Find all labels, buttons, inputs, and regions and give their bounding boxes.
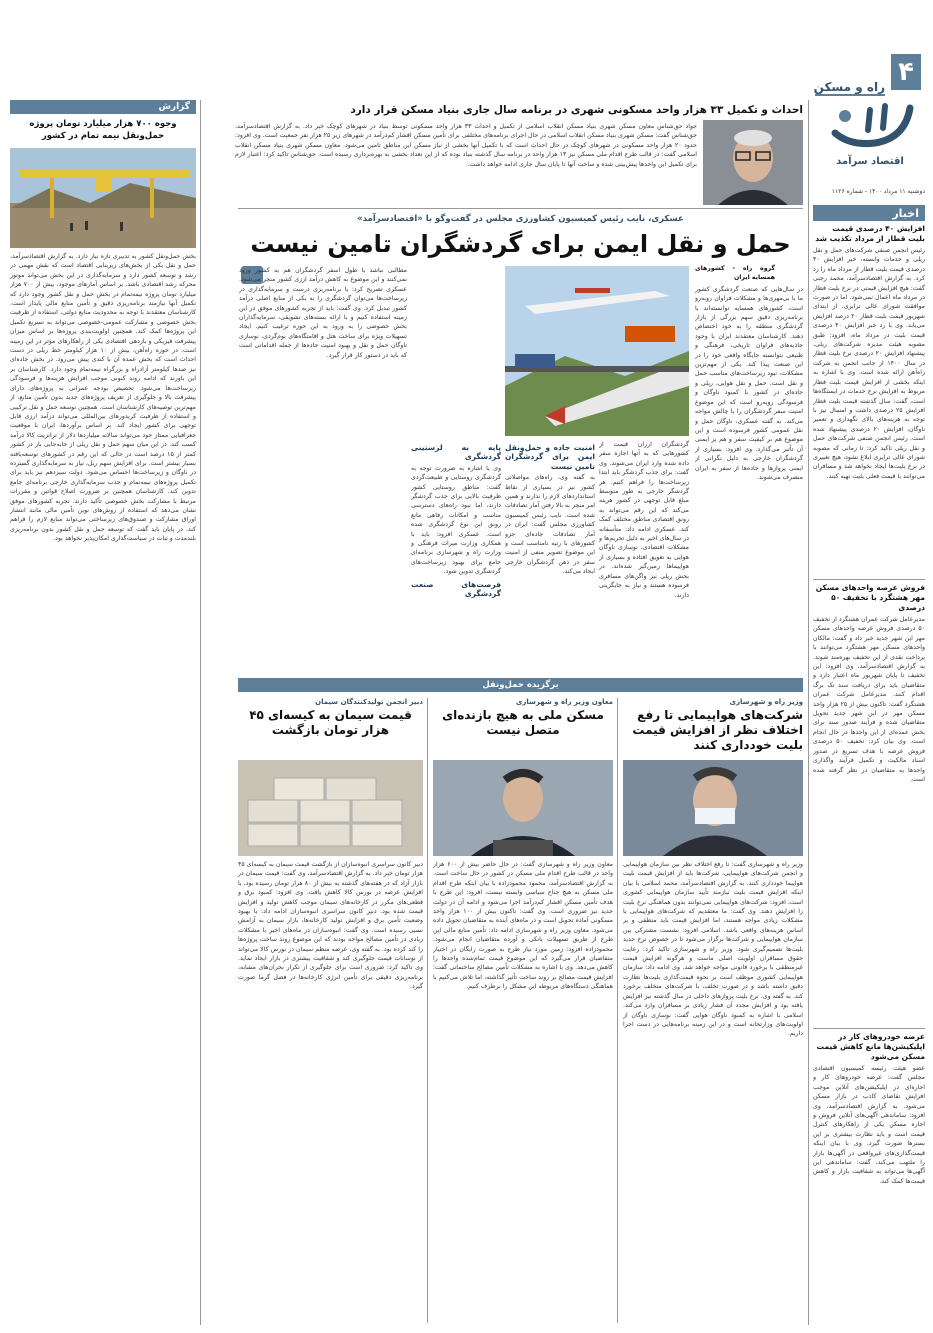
main-col-b-text: گردشگران ارزان قیمت از کشورهایی که به آنها اجازه سفر داده شده وارد ایران می‌شوند. وی گفت: برای جذب گردشگر باید ابتدا زیرساخت‌ها را فراهم کنیم. هر گردشگر خارجی به طور متوسط مبلغ قابل توجهی در کشور هزینه می‌کند که این رقم می‌تواند به رونق اقتصادی مناطق مختلف کمک کند. عسکری ادامه داد: متأسفانه در سال‌های اخیر به دلیل تحریم‌ها و مشکلات اقتصادی، نوسازی ناوگان هوایی به تعویق افتاده و بسیاری از هواپیماها زمین‌گیر شده‌اند. در بخش ریلی نیز واگن‌های مسافری فرسوده هستند و نیاز به جایگزینی دارند. [599,441,689,599]
news-title-3: عرضه خودروهای کار در اپلیکیشن‌ها مانع کاهش قیمت مسکن می‌شود [816,1032,925,1061]
main-col-d [411,440,501,675]
main-kicker: عسکری، نایب رئیس کمیسیون کشاورزی مجلس در گفت‌وگو با «اقتصادسرآمد» [357,214,684,224]
selected-header: برگزیده حمل‌ونقل [238,678,803,692]
main-byline: گروه راه - کشورهای همسایه ایران [695,265,775,282]
report-photo [10,148,196,248]
top-story-body: جواد حق‌شناس معاون مسکن شهری بنیاد مسکن انقلاب اسلامی از تکمیل و احداث ۳۳ هزار واحد مسکونی توسط بنیاد در شهرهای کوچک خبر داد. به گزارش اقتصادسرآمد، حق‌شناس گفت: مسکن شهری بنیاد مسکن انقلاب اسلامی در حال اجرای برنامه‌های مختلفی برای تأمین مسکن اقشار کم‌درآمد در شهرهای زیر ۲۵ هزار نفر جمعیت است. وی افزود: حدود ۲۰ هزار واحد مسکونی در شهرهای کوچک در حال احداث است که با تکمیل آنها بخشی از نیاز مسکن این مناطق تامین می‌شود. معاون مسکن شهری بنیاد مسکن انقلاب اسلامی گفت: در قالب طرح اقدام ملی مسکن نیز ۱۳ هزار واحد در برنامه سال گذشته بنیاد بوده که از این تعداد بخشی به بهره‌برداری رسیده است. حق‌شناس تاکید کرد: اعتبار لازم برای تکمیل این واحدها پیش‌بینی شده و ساخت آنها تا پایان سال جاری ادامه خواهد داشت. [235,123,697,168]
selected-1-kicker: وزیر راه و شهرسازی [729,698,803,706]
main-headline: حمل و نقل ایمن برای گردشگران تامین نیست [250,230,791,258]
news-title-1: افزایش ۴۰ درصدی قیمت بلیت قطار از مرداد تکذیب شد [815,224,925,243]
page-number: ۴ [898,57,914,87]
main-col-d-text: وی با اشاره به ضرورت توجه به گردشگری روستایی و طبیعت‌گردی گفت: مناطق روستایی کشور ظرفیت بالایی برای جذب گردشگر دارند، اما نبود راه‌های دسترسی مناسب و امکانات رفاهی مانع رونق این نوع گردشگری شده است. عسکری افزود: باید با همکاری وزارت میراث فرهنگی و وزارت راه و شهرسازی برنامه‌ای جامع برای بهبود زیرساخت‌های گردشگری تدوین شود. [411,464,501,576]
news-body-1: رئیس انجمن صنفی شرکت‌های حمل و نقل ریلی و خدمات وابسته، خبر افزایش ۴۰ درصدی قیمت بلیت قطار از مرداد ماه را رد کرد. به گزارش اقتصادسرآمد، محمد رجبی گفت: هیچ افزایش قیمتی در نرخ بلیت قطار در مرداد ماه اعمال نمی‌شود. اما در صورت موافقت شورای عالی ترابری، از ابتدای شهریور قیمت بلیت قطار ۲۰ درصد افزایش می‌یابد. وی با رد خبر افزایش ۴۰ درصدی قیمت بلیت در مرداد ماه، افزود: طبق مصوبه هیئت مدیره شرکت‌های ریلی، پیشنهاد افزایش ۲۰ درصدی نرخ بلیت قطار در سال ۱۴۰۰ از جانب انجمن به شرکت راه‌آهن ارائه شده است. وی با اشاره به اینکه بخشی از افزایش قیمت بلیت قطار مربوط به افزایش نرخ خدمات در ایستگاه‌ها است، گفت: سال گذشته قیمت بلیت قطار افزایش ۲۵ درصدی داشت و امسال نیز با توجه به هزینه‌های بالای نگهداری و تعمیر ناوگان، افزایش ۲۰ درصدی پیشنهاد شده است. رئیس انجمن صنفی شرکت‌های حمل و نقل ریلی تاکید کرد: تا زمانی که مصوبه شورای عالی ترابری ابلاغ نشود، هیچ تغییری در نرخ بلیت‌ها ایجاد نخواهد شد و مسافران می‌توانند با قیمت فعلی بلیت تهیه کنند. [813,247,925,480]
news-column [813,224,925,1324]
date-line: دوشنبه ۱۱ مرداد ۱۴۰۰ - شماره ۱۱۲۶ [831,188,925,195]
main-photo [505,266,689,436]
report-headline: وجوه ۷۰۰ هزار میلیارد تومان پروژه حمل‌ونقل نیمه تمام در کشور [29,119,177,141]
top-story-headline: احداث و تکمیل ۳۳ هزار واحد مسکونی شهری در برنامه سال جاری بنیاد مسکن قرار دارد [350,104,803,116]
section-label: راه و مسکن [813,80,885,94]
main-col-e-text: مطالبی نباشد با طول اسفر گردشگران هم به کشور ورود نمی‌کنند و این موضوع به کاهش درآمد ارزی کشور منجر می‌شود. عسکری تصریح کرد: با برنامه‌ریزی درست و سرمایه‌گذاری در زیرساخت‌ها می‌توان گردشگری را به یکی از منابع اصلی درآمد کشور تبدیل کرد. وی گفت: باید از تجربه کشورهای موفق در این زمینه استفاده کنیم و با ارائه بسته‌های تشویقی، سرمایه‌گذاران بخش خصوصی را به ورود به این حوزه ترغیب کنیم. ایجاد تسهیلات ویژه برای ساخت هتل و اقامتگاه‌های بوم‌گردی، نوسازی ناوگان حمل و نقل و بهبود امنیت جاده‌ها از جمله اقداماتی است که باید در دستور کار قرار گیرد. [239,267,407,359]
main-col-b [599,440,689,605]
selected-1-headline: شرکت‌های هواپیمایی تا رفع اختلاف نظر از افزایش قیمت بلیت خودداری کنند [632,708,803,752]
selected-2-kicker: معاون وزیر راه و شهرسازی [515,698,613,706]
main-sub-2: پایه به لزستینی گردشگری [411,443,501,462]
selected-2-photo [433,760,613,856]
news-header: اخبار [813,205,925,221]
selected-3-kicker: دبیر انجمن تولیدکنندگان سیمان [315,698,423,706]
selected-3-body: دبیر کانون سراسری انبوه‌سازان از بازگشت قیمت سیمان به کیسه‌ای ۴۵ هزار تومان خبر داد. به گزارش اقتصادسرآمد، وی گفت: قیمت سیمان در بازار آزاد که در هفته‌های گذشته به بیش از ۸۰ هزار تومان رسیده بود، با افزایش عرضه در بورس کالا کاهش یافت. وی افزود: کمبود برق و قطعی‌های مکرر در کارخانه‌های سیمان موجب کاهش تولید و افزایش قیمت شده بود. دبیر کانون سراسری انبوه‌سازان ادامه داد: با بهبود وضعیت تأمین برق و افزایش تولید کارخانه‌ها، بازار سیمان به آرامش نسبی رسیده است. وی گفت: انبوه‌سازان در ماه‌های اخیر با مشکلات زیادی در تأمین مصالح مواجه بودند که این موضوع روند ساخت پروژه‌ها را کند کرده بود. به گفته وی، عرضه منظم سیمان در بورس کالا می‌تواند از نوسانات قیمت جلوگیری کند و شفافیت بیشتری در بازار ایجاد نماید. وی تاکید کرد: ضروری است برای جلوگیری از تکرار بحران‌های مشابه، برنامه‌ریزی دقیقی برای تأمین انرژی کارخانه‌ها در فصل گرما صورت گیرد. [238,861,423,991]
selected-2-body: معاون وزیر راه و شهرسازی گفت: در حال حاضر بیش از ۶۰۰ هزار واحد در قالب طرح اقدام ملی مسکن در کشور در حال ساخت است. به گزارش اقتصادسرآمد، محمود محمودزاده با بیان اینکه طرح اقدام ملی مسکن به هیچ جناح سیاسی وابسته نیست، افزود: این طرح با هدف تأمین مسکن اقشار کم‌درآمد اجرا می‌شود و ادامه آن در دولت جدید نیز ضروری است. وی گفت: تاکنون بیش از ۱۰۰ هزار واحد مسکونی آماده تحویل است و در ماه‌های آینده به متقاضیان تحویل داده می‌شود. معاون وزیر راه و شهرسازی ادامه داد: تأمین منابع مالی این طرح از طریق تسهیلات بانکی و آورده متقاضیان انجام می‌شود. محمودزاده افزود: زمین مورد نیاز طرح به صورت رایگان در اختیار متقاضیان قرار می‌گیرد که این موضوع قیمت تمام‌شده واحدها را کاهش می‌دهد. وی با اشاره به مشکلات تأمین مصالح ساختمانی گفت: افزایش قیمت مصالح بر روند ساخت تأثیر گذاشته، اما تلاش می‌کنیم با هماهنگی دستگاه‌های مربوطه این مشکل را برطرف کنیم. [433,861,613,991]
main-col-a-text: در سال‌هایی که صنعت گردشگری کشور ما با بی‌مهری‌ها و مشکلات فراوان روبه‌رو است، کشورهای همسایه توانسته‌اند با برنامه‌ریزی دقیق سهم بزرگی از بازار گردشگری منطقه را به خود اختصاص دهند. کارشناسان معتقدند ایران با وجود جاذبه‌های فراوان تاریخی، فرهنگی و طبیعی نتوانسته جایگاه واقعی خود را در این صنعت پیدا کند. یکی از مهم‌ترین مشکلات، نبود زیرساخت‌های مناسب حمل و نقل است. حمل و نقل هوایی، ریلی و جاده‌ای در کشور با کمبود ناوگان و فرسودگی روبه‌رو است که این موضوع امنیت سفر گردشگران را با چالش مواجه می‌کند. به گفته عسکری، ناوگان حمل و نقل عمومی کشور فرسوده است و این موضوع هم بر کیفیت سفر و هم بر ایمنی آن تأثیر می‌گذارد. وی افزود: بسیاری از گردشگران خارجی به دلیل نگرانی از ایمنی پروازها و جاده‌ها از سفر به ایران منصرف می‌شوند. [695,285,803,481]
selected-3-headline: قیمت سیمان به کیسه‌ای ۴۵ هزار تومان بازگشت [249,708,412,737]
news-title-2: فروش عرصه واحدهای مسکن مهر هشتگرد با تخفیف ۵۰ درصدی [815,583,925,612]
main-col-a [695,264,803,604]
report-header: گزارش [10,100,196,114]
main-col-c-text: به گفته وی، راه‌های مواصلاتی کشور نیز در بسیاری از نقاط استانداردهای لازم را ندارند و همین امر منجر به بالا رفتن آمار تصادفات شده است. نایب رئیس کمیسیون کشاورزی مجلس گفت: ایران در آمار تصادفات جاده‌ای جزو کشورهای با رتبه نامناسب است و این موضوع تصویر منفی از امنیت سفر در ذهن گردشگران خارجی ایجاد می‌کند. [505,474,595,576]
main-sub-3: فرصت‌های صنعت گردشگری [411,579,501,599]
page-number-badge [891,54,921,90]
selected-1-body: وزیر راه و شهرسازی گفت: تا رفع اختلاف نظر بین سازمان هواپیمایی و انجمن شرکت‌های هواپیمایی، شرکت‌ها باید از افزایش قیمت بلیت هواپیما خودداری کنند. به گزارش اقتصادسرآمد، محمد اسلامی با بیان اینکه افزایش قیمت بلیت نیازمند تأیید سازمان هواپیمایی کشوری است، افزود: شرکت‌های هواپیمایی نمی‌توانند بدون هماهنگی نرخ بلیت را افزایش دهند. وی گفت: ما معتقدیم که شرکت‌های هواپیمایی با مشکلات زیادی مواجه هستند، اما افزایش قیمت باید منطقی و بر اساس هزینه‌های واقعی باشد. اسلامی افزود: نشست مشترکی بین سازمان هواپیمایی و شرکت‌ها برگزار می‌شود تا در خصوص نرخ جدید بلیت‌ها تصمیم‌گیری شود. وزیر راه و شهرسازی تاکید کرد: رعایت حقوق مسافران اولویت اصلی ماست و هرگونه افزایش قیمت غیرمنطقی با برخورد قانونی مواجه خواهد شد. وی ادامه داد: سازمان هواپیمایی کشوری موظف است بر نحوه قیمت‌گذاری بلیت‌ها نظارت دقیق داشته باشد و در صورت تخلف، با شرکت‌های متخلف برخورد کند. به گفته وی، نرخ بلیت پروازهای داخلی در سال گذشته نیز افزایش یافته بود و افزایش مجدد آن فشار زیادی بر مسافران وارد می‌کند. اسلامی با اشاره به کمبود ناوگان هوایی گفت: نوسازی ناوگان از اولویت‌های وزارتخانه است و در این زمینه برنامه‌هایی در دست اجرا داریم. [623,861,803,1038]
main-sub-1: امنیت جاده و حمل‌ونقل ایمن برای گردشگران تامین نیست [505,443,595,471]
selected-1-photo [623,760,803,856]
selected-2-headline: مسکن ملی به هیچ بازنده‌ای متصل نیست [442,708,604,737]
logo-text: اقتصاد سرآمد [836,156,904,167]
selected-3-photo [238,760,423,856]
news-body-2: مدیرعامل شرکت عمران هشتگرد از تخفیف ۵۰ درصدی فروش عرصه واحدهای مسکن مهر این شهر جدید خبر داد و گفت: مالکان واحدهای مسکن مهر هشتگرد می‌توانند با پرداخت نقدی از این تخفیف بهره‌مند شوند. به گزارش اقتصادسرآمد، وی افزود: این تخفیف تا پایان شهریور ماه اعتبار دارد و متقاضیان باید برای دریافت سند تک برگ اقدام کنند. مدیرعامل شرکت عمران هشتگرد گفت: تاکنون بیش از ۲۵ هزار واحد مسکن مهر در این شهر جدید تحویل متقاضیان شده و فرآیند صدور سند برای بخش عمده‌ای از این واحدها در حال انجام است. وی بیان کرد: تخفیف ۵۰ درصدی فروش عرصه با هدف تسریع در صدور اسناد مالکیت و تکمیل فرآیند واگذاری واحدها به متقاضیان در نظر گرفته شده است. [813,616,925,783]
news-body-3: عضو هیئت رئیسه کمیسیون اقتصادی مجلس گفت: عرضه خودروهای کار و اجاره‌ای در اپلیکیشن‌های آنلاین موجب افزایش تقاضای کاذب در بازار مسکن می‌شود. به گزارش اقتصادسرآمد، وی افزود: ساماندهی آگهی‌های آنلاین فروش و اجاره مسکن یکی از راهکارهای کنترل قیمت است و باید نظارت بیشتری بر این بسترها صورت گیرد. وی با بیان اینکه قیمت‌گذاری‌های غیرواقعی در آگهی‌ها بازار را ملتهب می‌کند، گفت: ساماندهی این آگهی‌ها می‌تواند به شفافیت بازار و کاهش قیمت‌ها کمک کند. [813,1065,925,1185]
top-story-portrait [703,120,803,205]
main-col-e [239,266,407,674]
main-col-c [505,440,595,605]
report-body: بخش حمل‌ونقل کشور به تدبیری تازه نیاز دارد. به گزارش اقتصادسرآمد، حمل و نقل یکی از بخش‌های زیربنایی اقتصاد است که نقش مهمی در رشد و توسعه کشور دارد و سرمایه‌گذاری در این بخش می‌تواند موتور محرکه رشد اقتصادی باشد. بر اساس آمارهای موجود، بیش از ۷۰۰ هزار میلیارد تومان پروژه نیمه‌تمام در بخش حمل و نقل کشور وجود دارد که تکمیل آنها نیازمند برنامه‌ریزی دقیق و تأمین منابع مالی پایدار است. کارشناسان معتقدند با توجه به محدودیت منابع دولتی، استفاده از ظرفیت بخش خصوصی و مشارکت عمومی-خصوصی می‌تواند به تسریع تکمیل این پروژه‌ها کمک کند. همچنین اولویت‌بندی پروژه‌ها بر اساس میزان پیشرفت فیزیکی و بازدهی اقتصادی یکی از راهکارهای مؤثر در این زمینه است. در حوزه راه‌آهن، بیش از ۱۰ هزار کیلومتر خط ریلی در دست احداث است که بخش عمده آن با کندی پیش می‌رود. در بخش جاده‌ای نیز صدها کیلومتر آزادراه و بزرگراه نیمه‌تمام وجود دارد. کارشناسان بر این باورند که ادامه روند کنونی موجب افزایش هزینه‌ها و فرسودگی زیرساخت‌ها می‌شود. تخصیص بودجه عمرانی به پروژه‌های دارای پیشرفت بالا و جلوگیری از تعریف پروژه‌های جدید بدون تأمین منابع، از مهم‌ترین توصیه‌های کارشناسان است. همچنین توسعه حمل و نقل ترکیبی و استفاده از ظرفیت کریدورهای بین‌المللی می‌تواند درآمد ارزی قابل توجهی برای کشور ایجاد کند. بر اساس برآوردها، ایران با موقعیت جغرافیایی ممتاز خود می‌تواند سالانه میلیاردها دلار از ترانزیت کالا درآمد کسب کند. در این میان سهم حمل و نقل ریلی از جابه‌جایی بار در کشور کمتر از ۱۵ درصد است در حالی که این رقم در کشورهای توسعه‌یافته بسیار بیشتر است. برای افزایش سهم ریل، نیاز به سرمایه‌گذاری گسترده در ناوگان و زیرساخت‌ها احساس می‌شود. دولت سیزدهم نیز باید برای تکمیل پروژه‌های نیمه‌تمام و جذب سرمایه‌گذاری خارجی برنامه‌ای جامع تدوین کند. کارشناسان همچنین بر ضرورت اصلاح قوانین و مقررات مرتبط با مشارکت بخش خصوصی تأکید دارند. تجربه کشورهای موفق نشان می‌دهد که استفاده از روش‌های نوین تأمین مالی مانند انتشار اوراق مشارکت و صندوق‌های زیرساختی می‌تواند منابع لازم را فراهم کند. در پایان باید گفت که توسعه حمل و نقل کشور بدون برنامه‌ریزی بلندمدت و ثبات در سیاست‌گذاری امکان‌پذیر نخواهد بود. [10,253,196,543]
